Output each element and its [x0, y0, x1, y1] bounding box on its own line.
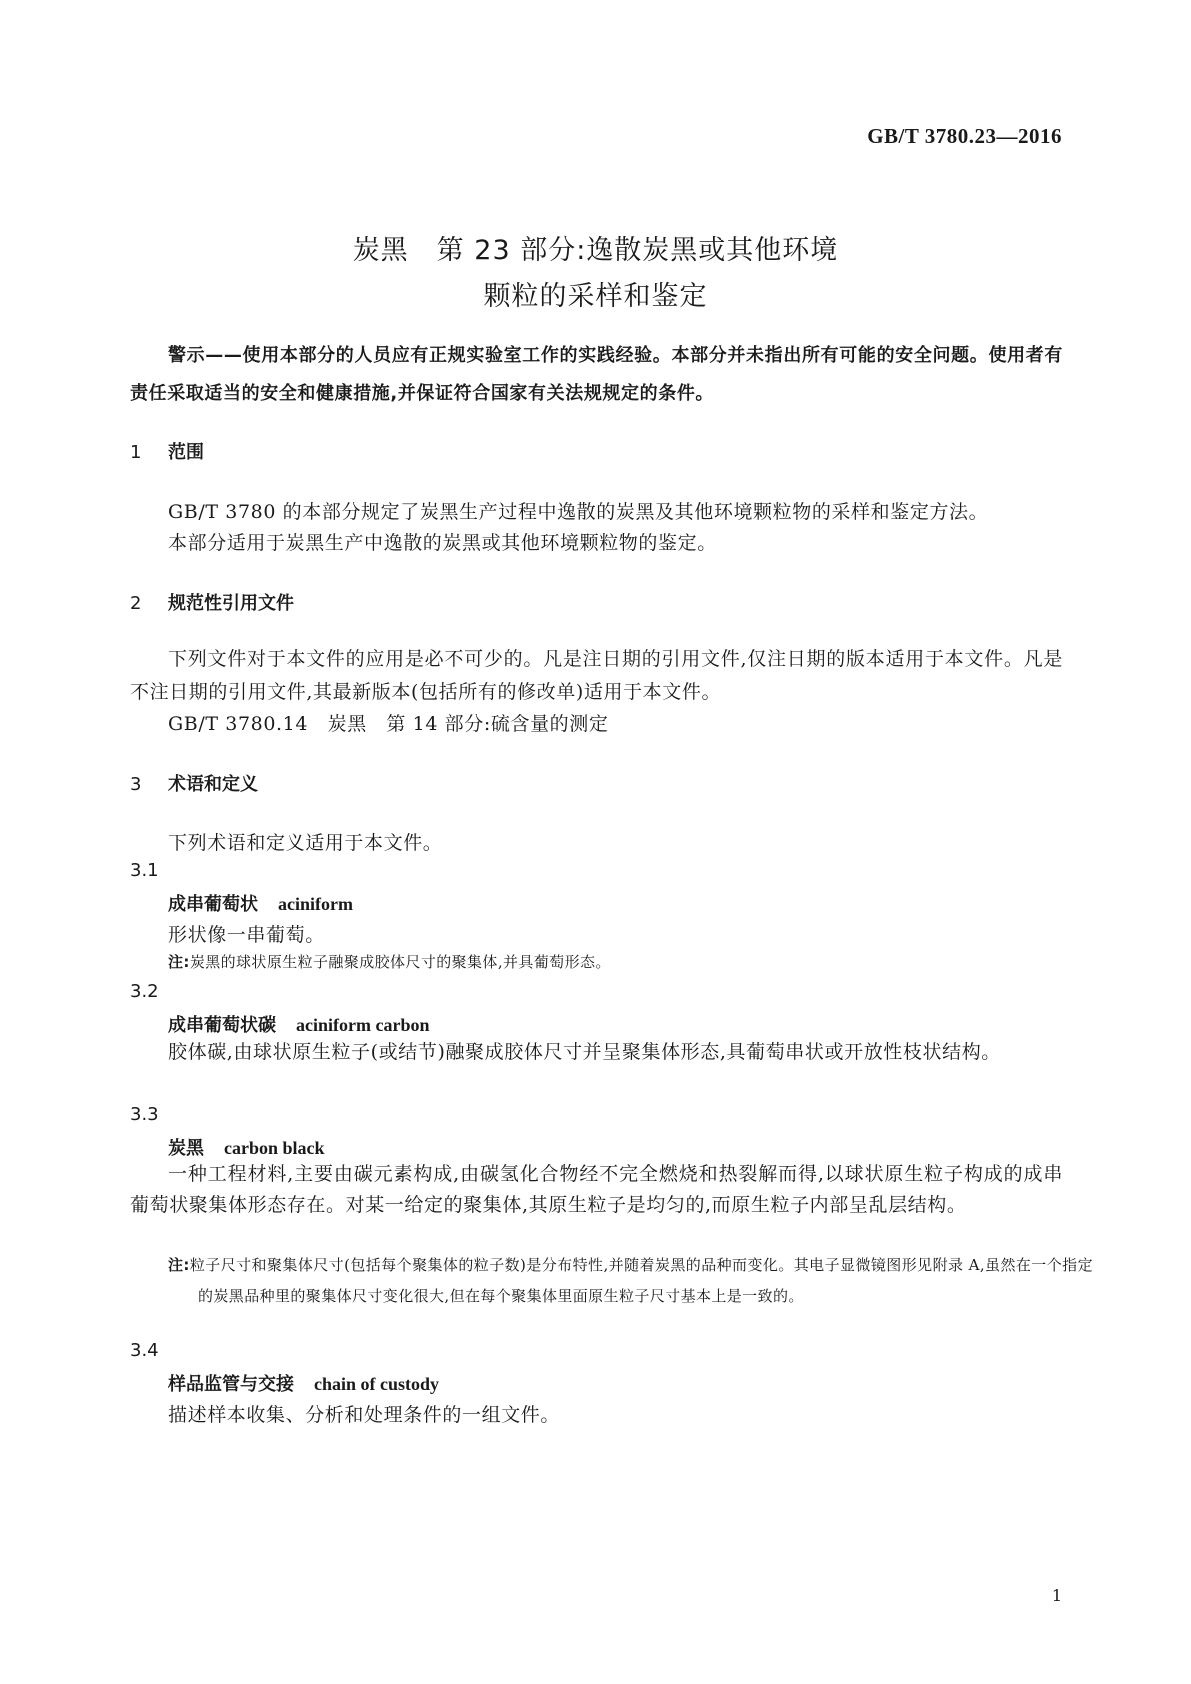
document-title-line1: 炭黑 第 23 部分:逸散炭黑或其他环境 — [352, 235, 839, 266]
section-title: 规范性引用文件 — [168, 593, 294, 614]
term-note — [168, 1250, 1093, 1312]
term-definition: 描述样本收集、分析和处理条件的一组文件。 — [168, 1404, 561, 1426]
clause-number: 3.4 — [130, 1340, 159, 1361]
section-heading-scope — [130, 438, 204, 464]
term-definition: 一种工程材料,主要由碳元素构成,由碳氢化合物经不完全燃烧和热裂解而得,以球状原生粒子构成的成串葡萄状聚集体形态存在。对某一给定的聚集体,其原生粒子是均匀的,而原生粒子内部呈乱层结构。 — [130, 1163, 1063, 1216]
term-definition: 胶体碳,由球状原生粒子(或结节)融聚成胶体尺寸并呈聚集体形态,具葡萄串状或开放性枝状结构。 — [168, 1041, 1001, 1063]
term-zh: 成串葡萄状 — [168, 894, 258, 915]
section-number: 1 — [130, 442, 142, 463]
note-label: 注: — [168, 953, 190, 971]
section-title: 术语和定义 — [168, 774, 258, 795]
term-en: aciniform — [278, 894, 353, 914]
section-title: 范围 — [168, 442, 204, 463]
paragraph: 本部分适用于炭黑生产中逸散的炭黑或其他环境颗粒物的鉴定。 — [168, 532, 717, 554]
reference-item: GB/T 3780.14 炭黑 第 14 部分:硫含量的测定 — [168, 713, 609, 735]
term-heading — [168, 890, 353, 916]
note-label: 注: — [168, 1256, 190, 1274]
paragraph: 下列术语和定义适用于本文件。 — [168, 832, 443, 854]
term-note — [168, 947, 1063, 978]
section-number: 3 — [130, 774, 142, 795]
section-number: 2 — [130, 593, 142, 614]
term-zh: 样品监管与交接 — [168, 1374, 294, 1395]
safety-warning: 警示——使用本部分的人员应有正规实验室工作的实践经验。本部分并未指出所有可能的安全问题。使用者有责任采取适当的安全和健康措施,并保证符合国家有关法规规定的条件。 — [130, 345, 1063, 404]
note-text: 炭黑的球状原生粒子融聚成胶体尺寸的聚集体,并具葡萄形态。 — [189, 953, 611, 971]
paragraph: 下列文件对于本文件的应用是必不可少的。凡是注日期的引用文件,仅注日期的版本适用于本文件。凡是不注日期的引用文件,其最新版本(包括所有的修改单)适用于本文件。 — [130, 648, 1063, 703]
term-zh: 成串葡萄状碳 — [168, 1015, 276, 1036]
term-en: carbon black — [224, 1138, 325, 1158]
standard-code: GB/T 3780.23—2016 — [867, 124, 1062, 148]
term-heading — [168, 1370, 439, 1396]
section-heading-normative-references — [130, 589, 294, 615]
clause-number: 3.2 — [130, 981, 159, 1002]
page-number: 1 — [1051, 1586, 1062, 1605]
document-title-line2: 颗粒的采样和鉴定 — [483, 281, 708, 312]
term-heading — [168, 1011, 429, 1037]
term-zh: 炭黑 — [168, 1138, 204, 1159]
note-text: 粒子尺寸和聚集体尺寸(包括每个聚集体的粒子数)是分布特性,并随着炭黑的品种而变化。其电子显微镜图形见附录 A,虽然在一个指定的炭黑品种里的聚集体尺寸变化很大,但在每个聚集体里面原生粒子尺寸基本上是一致的。 — [189, 1256, 1093, 1305]
term-definition: 形状像一串葡萄。 — [168, 924, 325, 946]
paragraph: GB/T 3780 的本部分规定了炭黑生产过程中逸散的炭黑及其他环境颗粒物的采样和鉴定方法。 — [168, 501, 989, 523]
clause-number: 3.3 — [130, 1104, 159, 1125]
term-en: chain of custody — [314, 1374, 440, 1394]
term-en: aciniform carbon — [296, 1015, 430, 1035]
clause-number: 3.1 — [130, 860, 159, 881]
term-heading — [168, 1134, 325, 1160]
section-heading-terms — [130, 770, 258, 796]
